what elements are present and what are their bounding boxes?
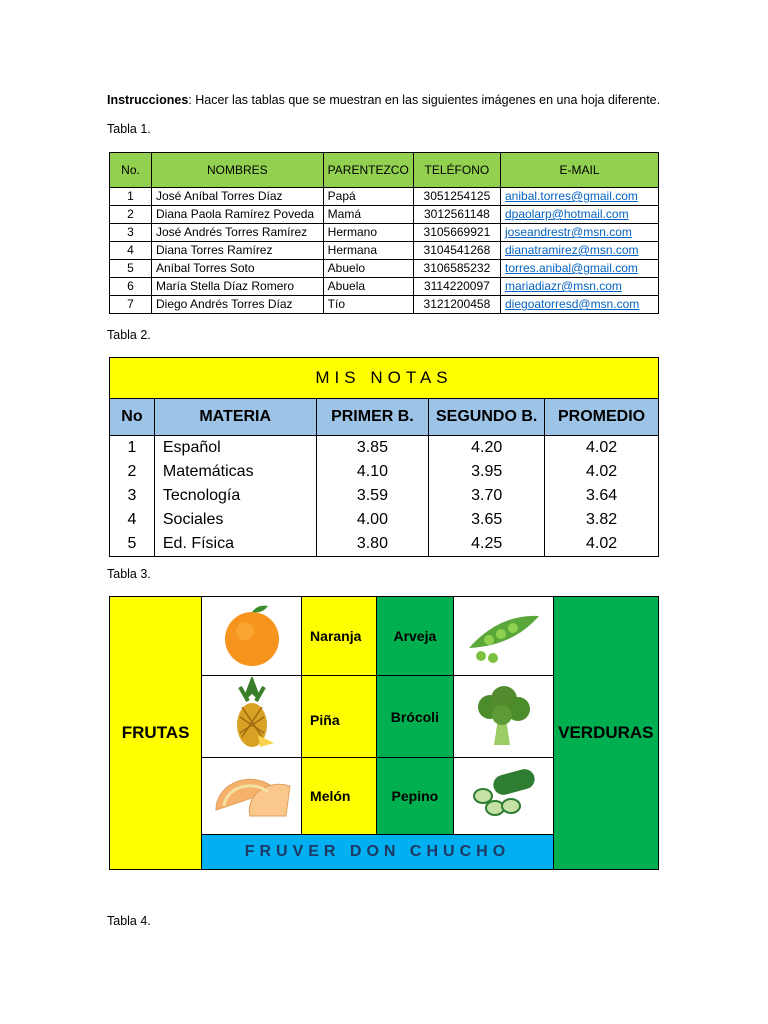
contact-row bbox=[110, 278, 659, 296]
email-cell bbox=[501, 296, 659, 314]
no-cell: 3 bbox=[110, 224, 152, 242]
cucumber-image bbox=[453, 758, 553, 835]
phone-cell: 3114220097 bbox=[413, 278, 500, 296]
contacts-table bbox=[109, 152, 659, 314]
fruver-footer: FRUVER DON CHUCHO bbox=[202, 835, 553, 870]
contact-row bbox=[110, 224, 659, 242]
melon-image bbox=[202, 758, 302, 835]
name-cell: José Aníbal Torres Díaz bbox=[152, 188, 324, 206]
email-cell bbox=[501, 260, 659, 278]
phone-cell: 3106585232 bbox=[413, 260, 500, 278]
grades-header-row bbox=[110, 399, 659, 436]
header-promedio: PROMEDIO bbox=[545, 399, 659, 436]
second-term-cell: 4.25 bbox=[429, 532, 545, 557]
contact-row bbox=[110, 206, 659, 224]
vegetable-label-1: Arveja bbox=[376, 597, 453, 676]
grade-row bbox=[110, 508, 659, 532]
contact-row bbox=[110, 296, 659, 314]
verduras-label: VERDURAS bbox=[553, 597, 658, 870]
grade-row bbox=[110, 484, 659, 508]
contact-row bbox=[110, 188, 659, 206]
second-term-cell: 3.65 bbox=[429, 508, 545, 532]
fruit-label-3: Melón bbox=[302, 758, 377, 835]
fruver-table bbox=[109, 596, 659, 870]
grades-table bbox=[109, 357, 659, 557]
email-cell bbox=[501, 224, 659, 242]
first-term-cell: 4.00 bbox=[316, 508, 429, 532]
email-cell bbox=[501, 206, 659, 224]
no-cell: 1 bbox=[110, 188, 152, 206]
pineapple-image bbox=[202, 676, 302, 758]
subject-cell: Matemáticas bbox=[154, 460, 316, 484]
header-no: No bbox=[110, 399, 155, 436]
name-cell: Diana Paola Ramírez Poveda bbox=[152, 206, 324, 224]
no-cell: 4 bbox=[110, 242, 152, 260]
no-cell: 4 bbox=[110, 508, 155, 532]
subject-cell: Tecnología bbox=[154, 484, 316, 508]
average-cell: 4.02 bbox=[545, 436, 659, 461]
table1-caption: Tabla 1. bbox=[107, 122, 151, 136]
email-link[interactable]: anibal.torres@gmail.com bbox=[505, 189, 638, 203]
header-telefono: TELÉFONO bbox=[413, 153, 500, 188]
grade-row bbox=[110, 532, 659, 557]
no-cell: 3 bbox=[110, 484, 155, 508]
no-cell: 2 bbox=[110, 206, 152, 224]
second-term-cell: 3.70 bbox=[429, 484, 545, 508]
average-cell: 3.82 bbox=[545, 508, 659, 532]
relation-cell: Abuela bbox=[323, 278, 413, 296]
email-cell bbox=[501, 278, 659, 296]
first-term-cell: 3.59 bbox=[316, 484, 429, 508]
relation-cell: Hermano bbox=[323, 224, 413, 242]
table3-caption: Tabla 3. bbox=[107, 567, 151, 581]
first-term-cell: 3.80 bbox=[316, 532, 429, 557]
phone-cell: 3121200458 bbox=[413, 296, 500, 314]
broccoli-image bbox=[453, 676, 553, 758]
orange-image bbox=[202, 597, 302, 676]
email-cell bbox=[501, 188, 659, 206]
relation-cell: Hermana bbox=[323, 242, 413, 260]
name-cell: Aníbal Torres Soto bbox=[152, 260, 324, 278]
no-cell: 2 bbox=[110, 460, 155, 484]
phone-cell: 3105669921 bbox=[413, 224, 500, 242]
grade-row bbox=[110, 436, 659, 461]
vegetable-label-3: Pepino bbox=[376, 758, 453, 835]
phone-cell: 3104541268 bbox=[413, 242, 500, 260]
email-link[interactable]: torres.anibal@gmail.com bbox=[505, 261, 638, 275]
frutas-label: FRUTAS bbox=[110, 597, 202, 870]
contact-row bbox=[110, 242, 659, 260]
header-materia: MATERIA bbox=[154, 399, 316, 436]
no-cell: 5 bbox=[110, 532, 155, 557]
relation-cell: Mamá bbox=[323, 206, 413, 224]
instructions bbox=[107, 93, 660, 107]
name-cell: Diego Andrés Torres Díaz bbox=[152, 296, 324, 314]
peas-image bbox=[453, 597, 553, 676]
phone-cell: 3012561148 bbox=[413, 206, 500, 224]
no-cell: 1 bbox=[110, 436, 155, 461]
subject-cell: Ed. Física bbox=[154, 532, 316, 557]
second-term-cell: 4.20 bbox=[429, 436, 545, 461]
phone-cell: 3051254125 bbox=[413, 188, 500, 206]
first-term-cell: 4.10 bbox=[316, 460, 429, 484]
header-email: E-MAIL bbox=[501, 153, 659, 188]
instructions-text: : Hacer las tablas que se muestran en las siguientes imágenes en una hoja diferente. bbox=[188, 93, 661, 107]
header-nombres: NOMBRES bbox=[152, 153, 324, 188]
header-parentezco: PARENTEZCO bbox=[323, 153, 413, 188]
name-cell: Diana Torres Ramírez bbox=[152, 242, 324, 260]
second-term-cell: 3.95 bbox=[429, 460, 545, 484]
grades-title: MIS NOTAS bbox=[110, 358, 659, 399]
fruit-label-1: Naranja bbox=[302, 597, 377, 676]
grade-row bbox=[110, 460, 659, 484]
email-cell bbox=[501, 242, 659, 260]
name-cell: María Stella Díaz Romero bbox=[152, 278, 324, 296]
header-segundo: SEGUNDO B. bbox=[429, 399, 545, 436]
no-cell: 7 bbox=[110, 296, 152, 314]
no-cell: 6 bbox=[110, 278, 152, 296]
header-primer: PRIMER B. bbox=[316, 399, 429, 436]
relation-cell: Abuelo bbox=[323, 260, 413, 278]
vegetable-label-2: Brócoli bbox=[376, 676, 453, 758]
email-link[interactable]: dpaolarp@hotmail.com bbox=[505, 207, 629, 221]
fruit-label-2: Piña bbox=[302, 676, 377, 758]
subject-cell: Sociales bbox=[154, 508, 316, 532]
email-link[interactable]: dianatramirez@msn.com bbox=[505, 243, 639, 257]
average-cell: 3.64 bbox=[545, 484, 659, 508]
name-cell: José Andrés Torres Ramírez bbox=[152, 224, 324, 242]
instructions-label: Instrucciones bbox=[107, 93, 189, 107]
contacts-header-row bbox=[110, 153, 659, 188]
email-link[interactable]: joseandrestr@msn.com bbox=[505, 225, 632, 239]
no-cell: 5 bbox=[110, 260, 152, 278]
relation-cell: Papá bbox=[323, 188, 413, 206]
email-link[interactable]: mariadiazr@msn.com bbox=[505, 279, 622, 293]
first-term-cell: 3.85 bbox=[316, 436, 429, 461]
relation-cell: Tío bbox=[323, 296, 413, 314]
email-link[interactable]: diegoatorresd@msn.com bbox=[505, 297, 640, 311]
average-cell: 4.02 bbox=[545, 460, 659, 484]
average-cell: 4.02 bbox=[545, 532, 659, 557]
contact-row bbox=[110, 260, 659, 278]
table4-caption: Tabla 4. bbox=[107, 914, 151, 928]
header-no: No. bbox=[110, 153, 152, 188]
subject-cell: Español bbox=[154, 436, 316, 461]
table2-caption: Tabla 2. bbox=[107, 328, 151, 342]
